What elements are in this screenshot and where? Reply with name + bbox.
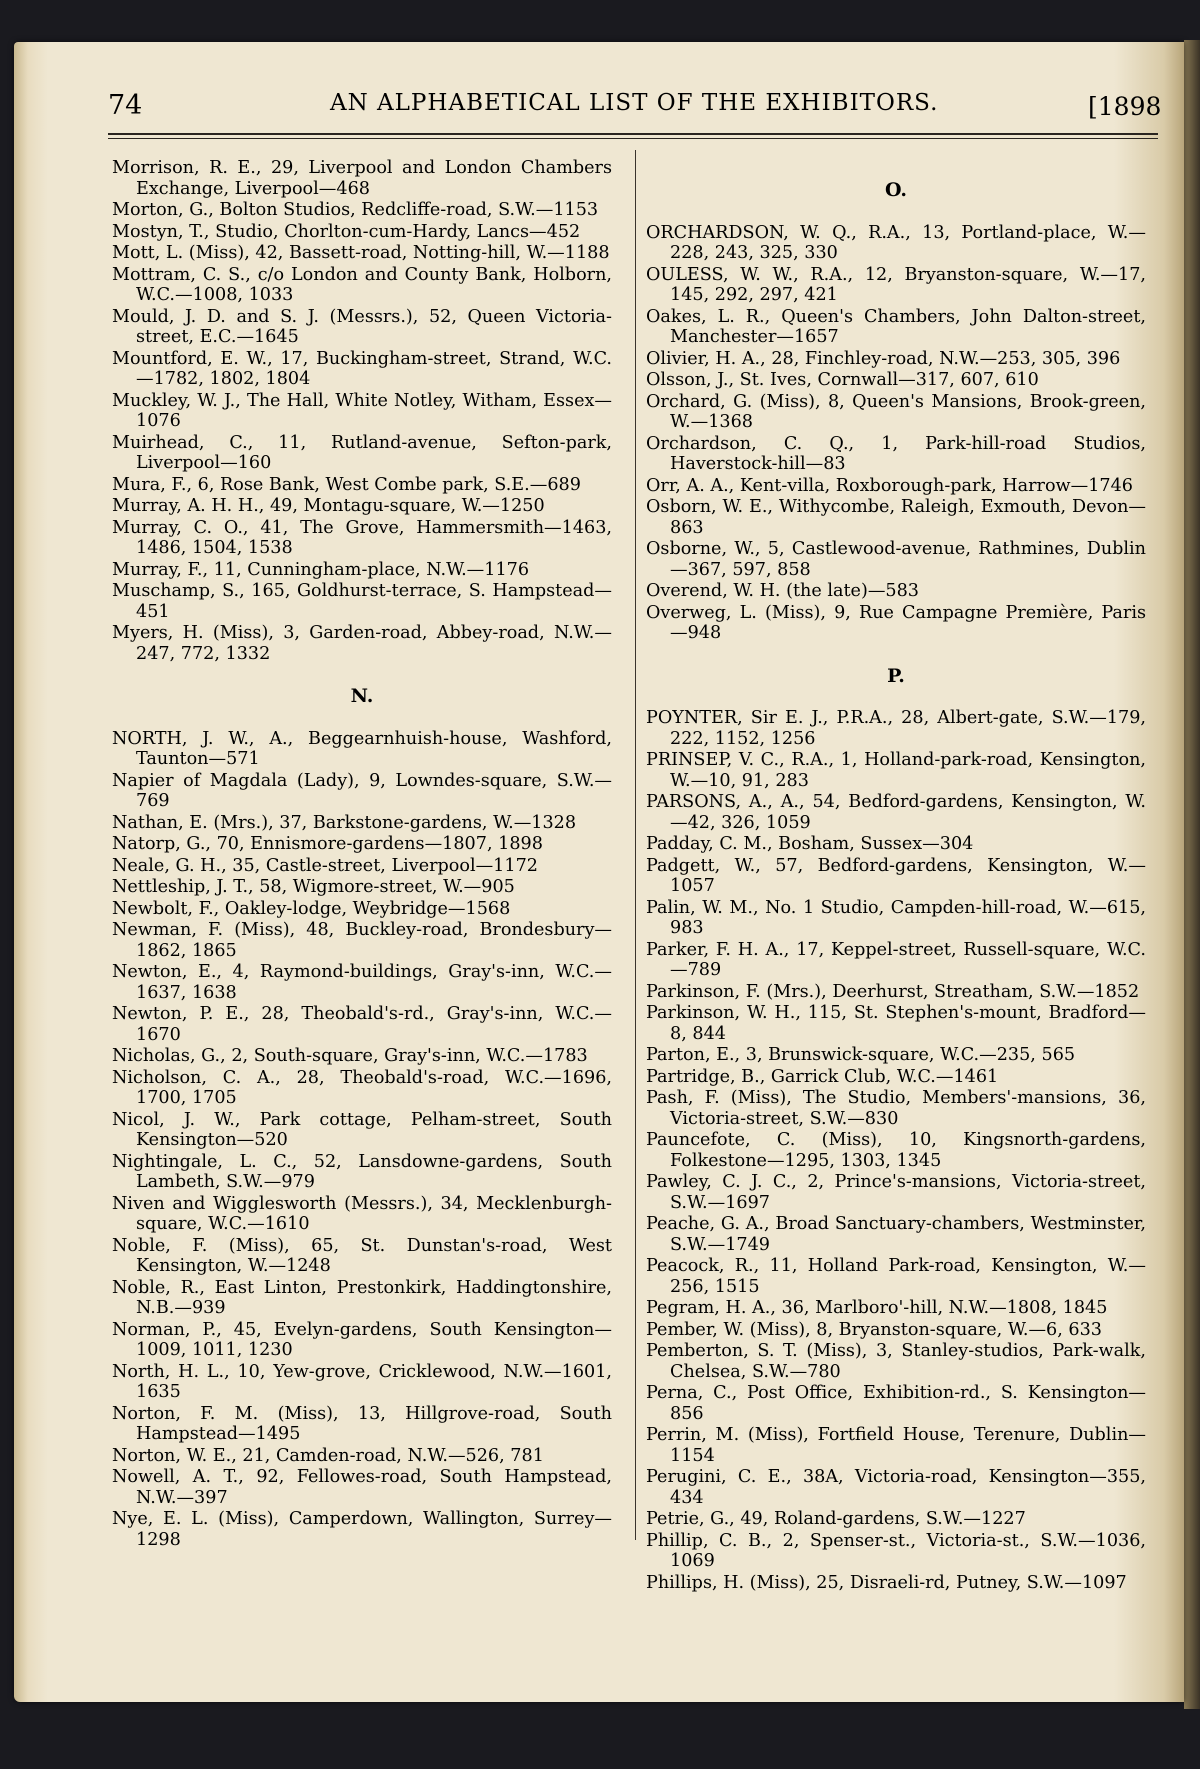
exhibitor-entry: Muirhead, C., 11, Rutland-avenue, Sefton-park, Liverpool—160 [112, 432, 612, 473]
entries-m [112, 158, 612, 664]
entries-o [646, 223, 1146, 644]
section-heading-p: P. [887, 664, 905, 687]
exhibitor-entry: Pawley, C. J. C., 2, Prince's-mansions, Victoria-street, S.W.—1697 [646, 1172, 1146, 1213]
page-header [108, 82, 1168, 126]
exhibitor-entry: Norton, W. E., 21, Camden-road, N.W.—526, 781 [112, 1445, 544, 1466]
exhibitor-entry: Mott, L. (Miss), 42, Bassett-road, Notting-hill, W.—1188 [112, 243, 610, 263]
exhibitor-entry: Perna, C., Post Office, Exhibition-rd., S. Kensington—856 [646, 1383, 1146, 1424]
exhibitor-entry: Pemberton, S. T. (Miss), 3, Stanley-studios, Park-walk, Chelsea, S.W.—780 [646, 1341, 1146, 1382]
section-heading-o: O. [884, 179, 908, 201]
exhibitor-entry: Morrison, R. E., 29, Liverpool and London Chambers Exchange, Liverpool—468 [112, 158, 612, 199]
exhibitor-entry: Nicol, J. W., Park cottage, Pelham-street, South Kensington—520 [112, 1109, 612, 1150]
exhibitor-entry: Perugini, C. E., 38A, Victoria-road, Kensington—355, 434 [646, 1467, 1146, 1508]
exhibitor-entry: Olivier, H. A., 28, Finchley-road, N.W.—253, 305, 396 [646, 348, 1121, 369]
exhibitor-entry: POYNTER, Sir E. J., P.R.A., 28, Albert-gate, S.W.—179, 222, 1152, 1256 [646, 708, 1146, 749]
exhibitor-entry: Norton, F. M. (Miss), 13, Hillgrove-road, South Hampstead—1495 [112, 1403, 612, 1444]
exhibitor-entry: Newman, F. (Miss), 48, Buckley-road, Brondesbury—1862, 1865 [112, 920, 612, 961]
exhibitor-entry: Newton, P. E., 28, Theobald's-rd., Gray's-inn, W.C.—1670 [112, 1004, 612, 1045]
exhibitor-entry: Padgett, W., 57, Bedford-gardens, Kensington, W.—1057 [646, 855, 1146, 896]
exhibitor-entry: Morton, G., Bolton Studios, Redcliffe-road, S.W.—1153 [112, 200, 599, 220]
exhibitor-entry: Orchardson, C. Q., 1, Park-hill-road Studios, Haverstock-hill—83 [646, 433, 1146, 474]
section-heading-n: N. [350, 685, 374, 707]
exhibitor-entry: Parkinson, W. H., 115, St. Stephen's-mount, Bradford—8, 844 [646, 1003, 1146, 1044]
exhibitor-entry: NORTH, J. W., A., Beggearnhuish-house, Washford, Taunton—571 [112, 728, 612, 769]
exhibitor-entry: Overend, W. H. (the late)—583 [646, 581, 920, 601]
exhibitor-entry: Perrin, M. (Miss), Fortfield House, Terenure, Dublin—1154 [646, 1425, 1146, 1466]
exhibitor-entry: Mountford, E. W., 17, Buckingham-street, Strand, W.C.—1782, 1802, 1804 [112, 348, 612, 389]
exhibitor-entry: PARSONS, A., A., 54, Bedford-gardens, Kensington, W.—42, 326, 1059 [646, 792, 1146, 833]
exhibitor-entry: Murray, F., 11, Cunningham-place, N.W.—1176 [112, 559, 530, 580]
exhibitor-entry: Osborn, W. E., Withycombe, Raleigh, Exmouth, Devon—863 [646, 497, 1146, 538]
column-divider [635, 150, 636, 1540]
exhibitor-entry: Partridge, B., Garrick Club, W.C.—1461 [646, 1066, 999, 1087]
exhibitor-entry: Nightingale, L. C., 52, Lansdowne-gardens, South Lambeth, S.W.—979 [112, 1151, 612, 1192]
exhibitor-entry: Petrie, G., 49, Roland-gardens, S.W.—1227 [646, 1509, 1026, 1529]
exhibitor-entry: Niven and Wigglesworth (Messrs.), 34, Mecklenburgh-square, W.C.—1610 [112, 1193, 612, 1234]
book-spine-edge [1184, 40, 1200, 1709]
exhibitor-entry: Mottram, C. S., c/o London and County Bank, Holborn, W.C.—1008, 1033 [112, 264, 612, 305]
entries-p [646, 708, 1146, 1593]
exhibitor-entry: Nathan, E. (Mrs.), 37, Barkstone-gardens, W.—1328 [112, 812, 577, 833]
exhibitor-entry: Pember, W. (Miss), 8, Bryanston-square, W.—6, 633 [646, 1319, 1102, 1340]
exhibitor-entry: Peacock, R., 11, Holland Park-road, Kensington, W.—256, 1515 [646, 1256, 1146, 1297]
exhibitor-entry: Phillips, H. (Miss), 25, Disraeli-rd, Putney, S.W.—1097 [646, 1572, 1127, 1593]
exhibitor-entry: Orchard, G. (Miss), 8, Queen's Mansions, Brook-green, W.—1368 [646, 391, 1146, 432]
exhibitor-entry: Nye, E. L. (Miss), Camperdown, Wallington, Surrey—1298 [112, 1509, 612, 1550]
exhibitor-entry: Pash, F. (Miss), The Studio, Members'-mansions, 36, Victoria-street, S.W.—830 [646, 1088, 1146, 1129]
exhibitor-entry: Olsson, J., St. Ives, Cornwall—317, 607, 610 [646, 370, 1039, 390]
running-title: AN ALPHABETICAL LIST OF THE EXHIBITORS. [330, 90, 939, 116]
exhibitor-entry: Murray, C. O., 41, The Grove, Hammersmith—1463, 1486, 1504, 1538 [112, 517, 612, 558]
exhibitor-entry: Palin, W. M., No. 1 Studio, Campden-hill-road, W.—615, 983 [646, 897, 1146, 938]
exhibitor-entry: Muckley, W. J., The Hall, White Notley, Witham, Essex—1076 [112, 390, 612, 431]
exhibitor-entry: Newton, E., 4, Raymond-buildings, Gray's-inn, W.C.—1637, 1638 [112, 962, 612, 1003]
exhibitor-entry: Osborne, W., 5, Castlewood-avenue, Rathmines, Dublin—367, 597, 858 [646, 539, 1146, 580]
exhibitor-entry: Peache, G. A., Broad Sanctuary-chambers, Westminster, S.W.—1749 [646, 1214, 1146, 1255]
exhibitor-entry: Parker, F. H. A., 17, Keppel-street, Russell-square, W.C.—789 [646, 939, 1146, 980]
exhibitor-entry: Parton, E., 3, Brunswick-square, W.C.—235, 565 [646, 1045, 1076, 1065]
exhibitor-entry: Muschamp, S., 165, Goldhurst-terrace, S. Hampstead—451 [112, 581, 612, 622]
header-rule-thin [108, 138, 1158, 139]
right-column [646, 158, 1146, 1594]
exhibitor-entry: Pauncefote, C. (Miss), 10, Kingsnorth-gardens, Folkestone—1295, 1303, 1345 [646, 1130, 1146, 1171]
exhibitor-entry: PRINSEP, V. C., R.A., 1, Holland-park-road, Kensington, W.—10, 91, 283 [646, 750, 1146, 791]
exhibitor-entry: ORCHARDSON, W. Q., R.A., 13, Portland-place, W.—228, 243, 325, 330 [646, 222, 1146, 263]
exhibitor-entry: Phillip, C. B., 2, Spenser-st., Victoria-st., S.W.—1036, 1069 [646, 1530, 1146, 1571]
exhibitor-entry: Pegram, H. A., 36, Marlboro'-hill, N.W.—1808, 1845 [646, 1298, 1108, 1318]
exhibitor-entry: Nettleship, J. T., 58, Wigmore-street, W.—905 [112, 877, 515, 897]
exhibitor-entry: Noble, F. (Miss), 65, St. Dunstan's-road, West Kensington, W.—1248 [112, 1235, 612, 1276]
exhibitor-entry: Newbolt, F., Oakley-lodge, Weybridge—1568 [112, 898, 511, 919]
exhibitor-entry: Noble, R., East Linton, Prestonkirk, Haddingtonshire, N.B.—939 [112, 1277, 612, 1318]
exhibitor-entry: Murray, A. H. H., 49, Montagu-square, W.—1250 [112, 496, 545, 516]
exhibitor-entry: Nicholas, G., 2, South-square, Gray's-inn, W.C.—1783 [112, 1046, 588, 1066]
entries-n [112, 729, 612, 1551]
exhibitor-entry: North, H. L., 10, Yew-grove, Cricklewood, N.W.—1601, 1635 [112, 1361, 612, 1402]
exhibitor-entry: Padday, C. M., Bosham, Sussex—304 [646, 834, 974, 854]
exhibitor-entry: Overweg, L. (Miss), 9, Rue Campagne Première, Paris—948 [646, 602, 1146, 643]
exhibitor-entry: Norman, P., 45, Evelyn-gardens, South Kensington—1009, 1011, 1230 [112, 1319, 612, 1360]
exhibitor-entry: Mostyn, T., Studio, Chorlton-cum-Hardy, Lancs—452 [112, 221, 581, 242]
exhibitor-entry: Nicholson, C. A., 28, Theobald's-road, W.C.—1696, 1700, 1705 [112, 1067, 612, 1108]
exhibitor-entry: Orr, A. A., Kent-villa, Roxborough-park, Harrow—1746 [646, 475, 1133, 496]
left-column [112, 158, 612, 1551]
exhibitor-entry: Napier of Magdala (Lady), 9, Lowndes-square, S.W.—769 [112, 770, 612, 811]
exhibitor-entry: Neale, G. H., 35, Castle-street, Liverpool—1172 [112, 855, 538, 876]
exhibitor-entry: Oakes, L. R., Queen's Chambers, John Dalton-street, Manchester—1657 [646, 306, 1146, 347]
exhibitor-entry: Parkinson, F. (Mrs.), Deerhurst, Streatham, S.W.—1852 [646, 981, 1140, 1002]
header-rule-thick [108, 133, 1158, 135]
exhibitor-entry: Mura, F., 6, Rose Bank, West Combe park, S.E.—689 [112, 474, 581, 495]
exhibitor-entry: Natorp, G., 70, Ennismore-gardens—1807, 1898 [112, 834, 543, 854]
exhibitor-entry: Mould, J. D. and S. J. (Messrs.), 52, Queen Victoria-street, E.C.—1645 [112, 306, 612, 347]
running-year: [1898 [1088, 92, 1162, 121]
exhibitor-entry: Myers, H. (Miss), 3, Garden-road, Abbey-road, N.W.—247, 772, 1332 [112, 623, 612, 664]
exhibitor-entry: OULESS, W. W., R.A., 12, Bryanston-square, W.—17, 145, 292, 297, 421 [646, 264, 1146, 305]
exhibitor-entry: Nowell, A. T., 92, Fellowes-road, South Hampstead, N.W.—397 [112, 1467, 612, 1508]
page-number: 74 [108, 90, 143, 121]
